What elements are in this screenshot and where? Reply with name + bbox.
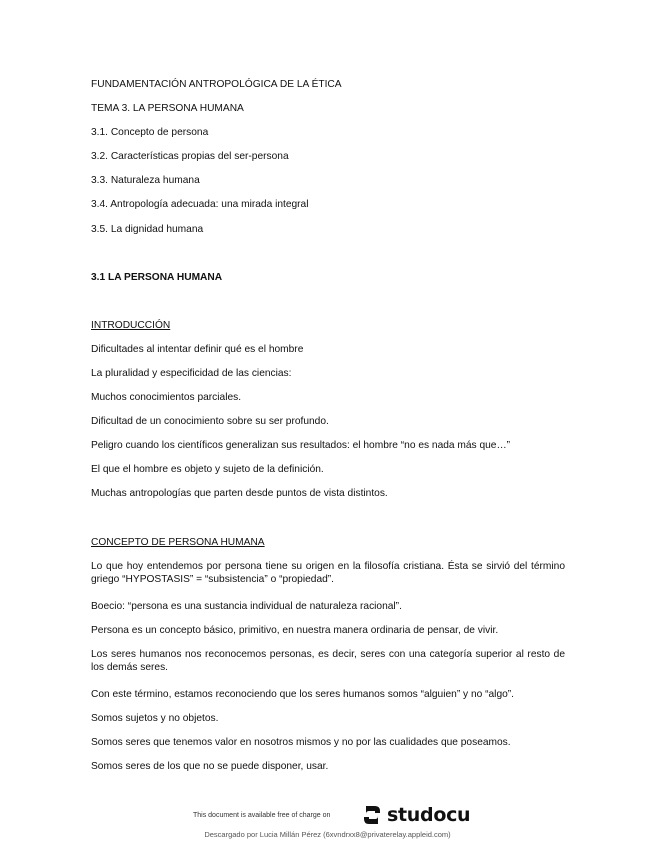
availability-note: This document is available free of charge on	[193, 812, 331, 819]
studocu-logo-icon	[360, 803, 384, 827]
course-title: FUNDAMENTACIÓN ANTROPOLÓGICA DE LA ÉTICA	[91, 79, 342, 90]
concept-paragraph: Los seres humanos nos reconocemos personas, es decir, seres con una categoría superior al resto de los demás seres.	[91, 649, 565, 673]
toc-item: 3.5. La dignidad humana	[91, 224, 204, 235]
intro-line: Muchas antropologías que parten desde puntos de vista distintos.	[91, 488, 388, 499]
concept-paragraph: Somos seres de los que no se puede disponer, usar.	[91, 761, 329, 772]
concept-paragraph: Lo que hoy entendemos por persona tiene su origen en la filosofía cristiana. Ésta se sirvió del término griego “HYPOSTASIS” = “subsistencia” o “propiedad”.	[91, 561, 565, 585]
concept-heading: CONCEPTO DE PERSONA HUMANA	[91, 537, 265, 548]
toc-item: 3.1. Concepto de persona	[91, 127, 209, 138]
downloaded-by-note: Descargado por Lucia Millán Pérez (6xvndrxx8@privaterelay.appleid.com)	[204, 830, 451, 839]
studocu-logo-link[interactable]	[360, 803, 470, 827]
intro-line: Muchos conocimientos parciales.	[91, 392, 242, 403]
unit-title: TEMA 3. LA PERSONA HUMANA	[91, 103, 244, 114]
intro-line: Dificultad de un conocimiento sobre su ser profundo.	[91, 416, 329, 427]
toc-item: 3.4. Antropología adecuada: una mirada integral	[91, 199, 309, 210]
toc-item: 3.2. Características propias del ser-persona	[91, 151, 289, 162]
intro-line: La pluralidad y especificidad de las ciencias:	[91, 368, 292, 379]
concept-paragraph: Somos sujetos y no objetos.	[91, 713, 219, 724]
concept-paragraph: Boecio: “persona es una sustancia individual de naturaleza racional”.	[91, 601, 402, 612]
intro-line: El que el hombre es objeto y sujeto de la definición.	[91, 464, 324, 475]
concept-paragraph: Persona es un concepto básico, primitivo, en nuestra manera ordinaria de pensar, de vivir.	[91, 625, 499, 636]
section-heading: 3.1 LA PERSONA HUMANA	[91, 272, 223, 283]
intro-heading: INTRODUCCIÓN	[91, 320, 171, 331]
toc-item: 3.3. Naturaleza humana	[91, 175, 200, 186]
intro-line: Peligro cuando los científicos generalizan sus resultados: el hombre “no es nada más que…”	[91, 440, 511, 451]
concept-paragraph: Con este término, estamos reconociendo que los seres humanos somos “alguien” y no “algo”.	[91, 689, 515, 700]
studocu-footer	[0, 800, 655, 848]
concept-paragraph: Somos seres que tenemos valor en nosotros mismos y no por las cualidades que poseamos.	[91, 737, 511, 748]
intro-line: Dificultades al intentar definir qué es el hombre	[91, 344, 304, 355]
studocu-brand: studocu	[387, 804, 471, 826]
